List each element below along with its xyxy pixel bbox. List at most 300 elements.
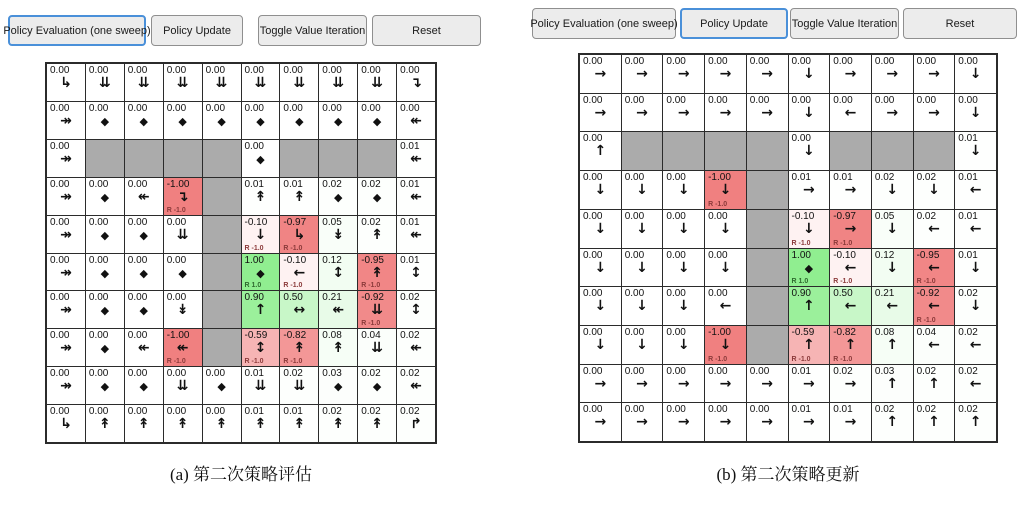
grid-cell[interactable] (47, 405, 85, 442)
grid-cell[interactable] (125, 254, 163, 291)
grid-cell[interactable] (358, 64, 396, 101)
grid-cell[interactable] (663, 403, 704, 441)
policy-arrow-icon: ⇊ (98, 75, 111, 91)
grid-cell[interactable] (955, 326, 996, 364)
policy-arrow-icon: ↑ (928, 414, 940, 431)
wall-cell[interactable] (622, 132, 663, 170)
policy-update-button[interactable]: Policy Update (151, 15, 243, 46)
wall-cell[interactable] (125, 140, 163, 177)
grid-cell[interactable] (203, 102, 241, 139)
cell-value: 0.01 (833, 404, 853, 416)
policy-arrow-icon: ↕ (254, 340, 267, 357)
cell-value: 0.00 (916, 56, 937, 67)
policy-evaluation-button[interactable]: Policy Evaluation (one sweep) (8, 15, 146, 46)
grid-cell[interactable] (580, 403, 621, 441)
grid-cell[interactable] (86, 216, 124, 253)
grid-cell[interactable] (125, 102, 163, 139)
cell-value: -0.82 (833, 326, 856, 338)
grid-cell[interactable] (358, 405, 396, 442)
policy-arrow-icon: ◆ (256, 114, 265, 128)
grid-cell[interactable] (872, 94, 913, 132)
grid-cell[interactable] (747, 365, 788, 403)
reward-label: R -1.0 (916, 278, 936, 286)
grid-cell[interactable] (914, 94, 955, 132)
grid-cell[interactable] (358, 367, 396, 404)
wall-cell[interactable] (203, 178, 241, 215)
grid-cell[interactable] (580, 55, 621, 93)
grid-cell[interactable] (242, 64, 280, 101)
policy-arrow-icon: ↞ (410, 340, 422, 357)
grid-cell[interactable] (358, 178, 396, 215)
policy-arrow-icon: → (844, 220, 857, 237)
grid-cell[interactable] (47, 64, 85, 101)
grid-cell[interactable] (914, 171, 955, 209)
grid-cell[interactable] (622, 94, 663, 132)
cell-value: 0.00 (50, 330, 70, 342)
policy-arrow-icon: ◆ (334, 190, 343, 204)
grid-cell[interactable] (789, 171, 830, 209)
wall-cell[interactable] (663, 132, 704, 170)
policy-arrow-icon: ◆ (100, 304, 110, 318)
cell-value: 0.01 (283, 406, 303, 418)
policy-arrow-icon: ⇊ (254, 75, 267, 91)
grid-cell[interactable] (164, 64, 202, 101)
grid-cell[interactable] (872, 171, 913, 209)
policy-arrow-icon: ↳ (60, 75, 72, 91)
caption-b: (b) 第二次策略更新 (716, 465, 860, 484)
policy-arrow-icon: ◆ (804, 261, 814, 275)
wall-cell[interactable] (830, 132, 871, 170)
cell-value: 0.00 (88, 330, 109, 342)
grid-cell[interactable] (789, 287, 830, 325)
cell-value: -0.10 (244, 216, 268, 228)
wall-cell[interactable] (203, 216, 241, 253)
grid-cell[interactable] (622, 210, 663, 248)
grid-cell[interactable] (580, 365, 621, 403)
grid-cell[interactable] (580, 287, 621, 325)
grid-cell[interactable] (830, 55, 871, 93)
policy-arrow-icon: → (677, 104, 690, 121)
cell-value: 0.00 (583, 288, 603, 300)
grid-cell[interactable] (86, 291, 124, 328)
grid-cell[interactable] (914, 403, 955, 441)
grid-cell[interactable] (397, 140, 435, 177)
grid-cell[interactable] (319, 291, 357, 328)
grid-cell[interactable] (872, 326, 913, 364)
grid-cell[interactable] (86, 367, 124, 404)
cell-value: 0.00 (958, 56, 978, 67)
grid-cell[interactable] (955, 249, 996, 287)
grid-cell[interactable] (280, 178, 318, 215)
grid-cell[interactable] (242, 102, 280, 139)
policy-arrow-icon: → (594, 375, 607, 392)
grid-cell[interactable] (872, 210, 913, 248)
wall-cell[interactable] (872, 132, 913, 170)
reward-label: R -1.0 (833, 278, 853, 286)
grid-cell[interactable] (164, 367, 202, 404)
grid-cell[interactable] (280, 329, 318, 366)
grid-cell[interactable] (242, 254, 280, 291)
grid-cell[interactable] (125, 367, 163, 404)
policy-arrow-icon: ◆ (100, 228, 110, 242)
grid-cell[interactable] (663, 287, 704, 325)
grid-cell[interactable] (164, 405, 202, 442)
cell-value: 0.02 (958, 288, 978, 300)
grid-cell[interactable] (125, 64, 163, 101)
policy-arrow-icon: ← (969, 220, 982, 237)
grid-cell[interactable] (955, 132, 996, 170)
wall-cell[interactable] (747, 326, 788, 364)
grid-cell[interactable] (705, 210, 746, 248)
grid-cell[interactable] (580, 94, 621, 132)
grid-cell[interactable] (47, 216, 85, 253)
grid-cell[interactable] (319, 178, 357, 215)
grid-cell[interactable] (830, 365, 871, 403)
policy-evaluation-button[interactable]: Policy Evaluation (one sweep) (532, 8, 676, 39)
grid-cell[interactable] (830, 94, 871, 132)
policy-arrow-icon: ↓ (969, 104, 982, 121)
grid-cell[interactable] (705, 55, 746, 93)
policy-arrow-icon: → (802, 182, 815, 199)
policy-arrow-icon: ↴ (176, 188, 189, 205)
grid-cell[interactable] (397, 329, 435, 366)
wall-cell[interactable] (203, 329, 241, 366)
grid-cell[interactable] (914, 210, 955, 248)
grid-cell[interactable] (47, 140, 85, 177)
policy-arrow-icon: ↓ (677, 298, 690, 315)
grid-cell[interactable] (47, 291, 85, 328)
grid-cell[interactable] (914, 365, 955, 403)
policy-arrow-icon: → (844, 414, 857, 431)
reward-label: R -1.0 (708, 200, 728, 208)
policy-arrow-icon: ⇊ (332, 75, 345, 91)
policy-arrow-icon: ↞ (410, 188, 422, 205)
policy-arrow-icon: ↓ (636, 259, 648, 276)
grid-cell[interactable] (242, 216, 280, 253)
cell-value: 0.00 (166, 406, 187, 418)
grid-cell[interactable] (789, 132, 830, 170)
cell-value: -0.82 (283, 330, 307, 342)
grid-cell[interactable] (86, 64, 124, 101)
policy-arrow-icon: ↠ (60, 112, 72, 129)
reward-label: R 1.0 (791, 278, 809, 286)
grid-cell[interactable] (164, 216, 202, 253)
grid-cell[interactable] (397, 178, 435, 215)
grid-cell[interactable] (280, 64, 318, 101)
grid-cell[interactable] (242, 367, 280, 404)
grid-cell[interactable] (705, 287, 746, 325)
grid-cell[interactable] (86, 178, 124, 215)
grid-cell[interactable] (47, 254, 85, 291)
grid-cell[interactable] (242, 178, 280, 215)
grid-cell[interactable] (580, 171, 621, 209)
wall-cell[interactable] (203, 254, 241, 291)
grid-cell[interactable] (86, 102, 124, 139)
grid-cell[interactable] (319, 405, 357, 442)
grid-cell[interactable] (663, 55, 704, 93)
grid-cell[interactable] (280, 102, 318, 139)
grid-cell[interactable] (663, 171, 704, 209)
wall-cell[interactable] (747, 132, 788, 170)
grid-cell[interactable] (705, 171, 746, 209)
grid-cell[interactable] (358, 291, 396, 328)
grid-cell[interactable] (830, 287, 871, 325)
grid-cell[interactable] (830, 403, 871, 441)
grid-cell[interactable] (280, 291, 318, 328)
grid-cell[interactable] (125, 329, 163, 366)
grid-cell[interactable] (164, 291, 202, 328)
grid-cell[interactable] (830, 210, 871, 248)
wall-cell[interactable] (203, 291, 241, 328)
wall-cell[interactable] (705, 132, 746, 170)
grid-cell[interactable] (86, 254, 124, 291)
wall-cell[interactable] (747, 249, 788, 287)
cell-value: 0.00 (127, 330, 148, 342)
grid-cell[interactable] (47, 102, 85, 139)
grid-cell[interactable] (164, 254, 202, 291)
reset-button[interactable]: Reset (372, 15, 481, 46)
policy-update-button[interactable]: Policy Update (680, 8, 788, 39)
cell-value: 0.02 (916, 172, 937, 184)
grid-cell[interactable] (663, 94, 704, 132)
grid-cell[interactable] (242, 140, 280, 177)
cell-value: 0.00 (50, 292, 70, 304)
wall-cell[interactable] (747, 287, 788, 325)
grid-cell[interactable] (622, 249, 663, 287)
cell-value: 0.00 (624, 210, 645, 222)
grid-cell[interactable] (872, 287, 913, 325)
grid-cell[interactable] (705, 94, 746, 132)
cell-value: 0.08 (322, 330, 342, 342)
cell-value: 0.08 (874, 326, 895, 338)
cell-value: -0.10 (791, 210, 815, 222)
grid-cell[interactable] (47, 329, 85, 366)
cell-value: 0.02 (874, 172, 895, 184)
grid-cell[interactable] (397, 254, 435, 291)
grid-cell[interactable] (397, 405, 435, 442)
grid-cell[interactable] (319, 367, 357, 404)
policy-arrow-icon: → (636, 104, 648, 121)
cell-value: 0.02 (400, 406, 420, 418)
grid-cell[interactable] (747, 94, 788, 132)
cell-value: 0.00 (749, 404, 770, 416)
grid-cell[interactable] (705, 326, 746, 364)
cell-value: 0.00 (50, 178, 70, 190)
grid-cell[interactable] (622, 287, 663, 325)
policy-arrow-icon: → (802, 414, 815, 431)
grid-cell[interactable] (203, 367, 241, 404)
wall-cell[interactable] (319, 140, 357, 177)
grid-cell[interactable] (319, 216, 357, 253)
grid-cell[interactable] (830, 249, 871, 287)
grid-cell[interactable] (580, 249, 621, 287)
grid-cell[interactable] (663, 365, 704, 403)
grid-cell[interactable] (705, 403, 746, 441)
grid-cell[interactable] (955, 171, 996, 209)
grid-cell[interactable] (203, 64, 241, 101)
grid-cell[interactable] (663, 210, 704, 248)
grid-cell[interactable] (242, 291, 280, 328)
grid-cell[interactable] (397, 102, 435, 139)
grid-cell[interactable] (955, 287, 996, 325)
grid-cell[interactable] (663, 326, 704, 364)
grid-cell[interactable] (164, 102, 202, 139)
grid-cell[interactable] (789, 55, 830, 93)
grid-cell[interactable] (358, 102, 396, 139)
wall-cell[interactable] (914, 132, 955, 170)
grid-cell[interactable] (280, 254, 318, 291)
grid-cell[interactable] (319, 102, 357, 139)
grid-cell[interactable] (358, 329, 396, 366)
grid-cell[interactable] (280, 216, 318, 253)
cell-value: 0.00 (874, 56, 895, 67)
grid-cell[interactable] (872, 365, 913, 403)
policy-arrow-icon: ↱ (410, 416, 422, 433)
policy-arrow-icon: ↓ (594, 220, 607, 237)
cell-value: 0.01 (400, 216, 420, 228)
wall-cell[interactable] (203, 140, 241, 177)
grid-cell[interactable] (242, 329, 280, 366)
policy-arrow-icon: ◆ (178, 114, 187, 128)
grid-cell[interactable] (580, 132, 621, 170)
toggle-value-iteration-button[interactable]: Toggle Value Iteration (790, 8, 899, 39)
wall-cell[interactable] (747, 210, 788, 248)
grid-cell[interactable] (622, 403, 663, 441)
grid-cell[interactable] (955, 94, 996, 132)
grid-cell[interactable] (789, 210, 830, 248)
cell-value: 0.00 (708, 210, 728, 222)
grid-cell[interactable] (580, 326, 621, 364)
grid-cell[interactable] (914, 249, 955, 287)
grid-cell[interactable] (280, 405, 318, 442)
grid-cell[interactable] (319, 64, 357, 101)
cell-value: 0.00 (583, 210, 603, 222)
grid-cell[interactable] (47, 178, 85, 215)
grid-cell[interactable] (358, 254, 396, 291)
cell-value: 0.00 (833, 56, 853, 67)
grid-cell[interactable] (830, 171, 871, 209)
cell-value: 0.00 (88, 292, 109, 304)
wall-cell[interactable] (86, 140, 124, 177)
grid-cell[interactable] (955, 55, 996, 93)
grid-cell[interactable] (358, 216, 396, 253)
grid-cell[interactable] (914, 287, 955, 325)
grid-cell[interactable] (397, 64, 435, 101)
wall-cell[interactable] (164, 140, 202, 177)
grid-cell[interactable] (789, 94, 830, 132)
grid-cell[interactable] (872, 403, 913, 441)
grid-cell[interactable] (789, 403, 830, 441)
grid-cell[interactable] (319, 329, 357, 366)
reset-button[interactable]: Reset (903, 8, 1017, 39)
cell-value: 0.02 (958, 365, 978, 377)
grid-cell[interactable] (705, 365, 746, 403)
wall-cell[interactable] (747, 171, 788, 209)
grid-cell[interactable] (830, 326, 871, 364)
cell-value: -0.92 (916, 288, 940, 300)
cell-value: 0.00 (666, 249, 686, 261)
grid-cell[interactable] (125, 216, 163, 253)
cell-value: 0.50 (833, 288, 853, 300)
grid-cell[interactable] (622, 365, 663, 403)
grid-cell[interactable] (747, 403, 788, 441)
grid-cell[interactable] (86, 405, 124, 442)
toggle-value-iteration-button[interactable]: Toggle Value Iteration (258, 15, 367, 46)
cell-value: 0.00 (50, 254, 70, 266)
cell-value: 0.90 (244, 292, 264, 304)
grid-cell[interactable] (705, 249, 746, 287)
cell-value: 0.00 (583, 94, 603, 106)
grid-cell[interactable] (203, 405, 241, 442)
grid-cell[interactable] (914, 55, 955, 93)
grid-cell[interactable] (789, 365, 830, 403)
grid-cell[interactable] (125, 405, 163, 442)
grid-cell[interactable] (663, 249, 704, 287)
grid-cell[interactable] (125, 291, 163, 328)
policy-arrow-icon: → (886, 66, 899, 82)
policy-arrow-icon: → (928, 104, 940, 121)
grid-cell[interactable] (955, 365, 996, 403)
grid-cell[interactable] (86, 329, 124, 366)
grid-cell[interactable] (622, 326, 663, 364)
grid-cell[interactable] (164, 329, 202, 366)
policy-arrow-icon: → (802, 375, 815, 392)
grid-cell[interactable] (125, 178, 163, 215)
grid-cell[interactable] (280, 367, 318, 404)
cell-value: 0.00 (50, 216, 70, 228)
grid-cell[interactable] (47, 367, 85, 404)
policy-arrow-icon: ↓ (802, 143, 815, 160)
grid-cell[interactable] (955, 210, 996, 248)
grid-cell[interactable] (242, 405, 280, 442)
policy-arrow-icon: ↓ (677, 336, 690, 353)
cell-value: 0.01 (244, 178, 264, 190)
wall-cell[interactable] (280, 140, 318, 177)
policy-arrow-icon: → (761, 414, 774, 431)
grid-cell[interactable] (789, 249, 830, 287)
grid-cell[interactable] (397, 216, 435, 253)
policy-arrow-icon: ◆ (334, 114, 343, 128)
grid-cell[interactable] (622, 55, 663, 93)
grid-cell[interactable] (580, 210, 621, 248)
cell-value: 0.00 (624, 404, 645, 416)
cell-value: 0.03 (874, 365, 895, 377)
grid-cell[interactable] (397, 291, 435, 328)
policy-arrow-icon: ← (969, 336, 982, 353)
cell-value: 0.01 (958, 172, 978, 184)
policy-arrow-icon: ◆ (217, 380, 226, 394)
grid-cell[interactable] (622, 171, 663, 209)
cell-value: 0.00 (400, 102, 420, 114)
grid-cell[interactable] (319, 254, 357, 291)
grid-cell[interactable] (955, 403, 996, 441)
policy-arrow-icon: → (594, 414, 607, 431)
grid-cell[interactable] (164, 178, 202, 215)
cell-value: 0.01 (400, 140, 420, 152)
grid-cell[interactable] (789, 326, 830, 364)
grid-cell[interactable] (872, 249, 913, 287)
grid-cell[interactable] (914, 326, 955, 364)
cell-value: 1.00 (791, 249, 811, 261)
policy-arrow-icon: → (886, 104, 899, 121)
cell-value: 0.01 (400, 178, 420, 190)
wall-cell[interactable] (358, 140, 396, 177)
grid-cell[interactable] (397, 367, 435, 404)
reward-label: R -1.0 (708, 355, 728, 363)
policy-arrow-icon: ⇊ (371, 340, 383, 357)
grid-cell[interactable] (747, 55, 788, 93)
grid-cell[interactable] (872, 55, 913, 93)
